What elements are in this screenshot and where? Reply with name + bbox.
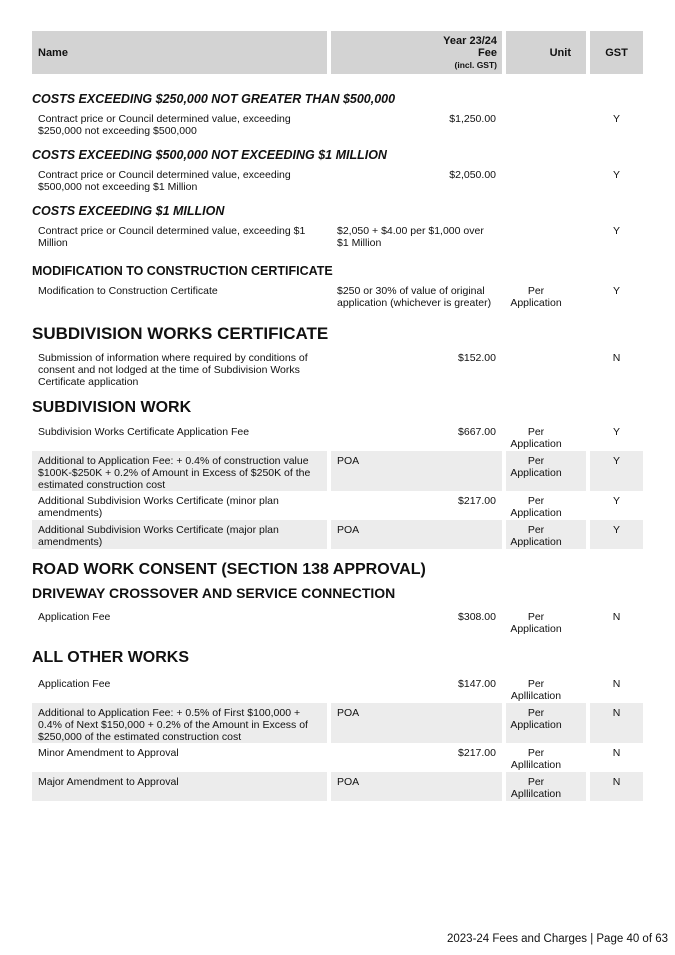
table-row <box>32 109 643 137</box>
row-gst: Y <box>612 495 620 507</box>
header-fee-label: Fee <box>478 47 497 59</box>
row-unit: Per Application <box>510 455 562 479</box>
row-name: Application Fee <box>38 678 111 690</box>
section-heading: DRIVEWAY CROSSOVER AND SERVICE CONNECTION <box>32 585 396 601</box>
header-unit-cell <box>506 31 586 74</box>
section-heading: MODIFICATION TO CONSTRUCTION CERTIFICATE <box>32 264 333 278</box>
row-fee: $152.00 <box>458 352 496 364</box>
row-gst: Y <box>612 113 620 125</box>
table-row <box>32 743 643 772</box>
page-footer: 2023-24 Fees and Charges | Page 40 of 63 <box>447 933 669 945</box>
table-row <box>32 674 643 703</box>
section-heading: COSTS EXCEEDING $1 MILLION <box>32 204 225 218</box>
header-unit: Unit <box>549 47 571 59</box>
row-unit: Per Apllilcation <box>510 678 562 702</box>
row-name: Contract price or Council determined value, exceeding $1 Million <box>38 225 306 249</box>
row-fee: $217.00 <box>458 747 496 759</box>
section-heading: ROAD WORK CONSENT (SECTION 138 APPROVAL) <box>32 561 426 578</box>
row-unit: Per Application <box>510 285 562 309</box>
row-unit: Per Application <box>510 524 562 548</box>
table-row <box>32 491 643 520</box>
header-fee <box>443 35 497 71</box>
row-gst: Y <box>612 524 620 536</box>
row-fee: $2,050.00 <box>449 169 496 181</box>
header-gst-cell <box>590 31 643 74</box>
table-row <box>32 772 643 801</box>
row-fee: POA <box>337 524 360 536</box>
row-name: Additional to Application Fee: + 0.4% of construction value $100K-$250K + 0.2% of Amount in Excess of $250K of the estimated construction cost <box>38 455 311 491</box>
row-unit: Per Application <box>510 611 562 635</box>
section-heading: SUBDIVISION WORK <box>32 399 192 416</box>
row-name: Application Fee <box>38 611 111 623</box>
row-unit: Per Application <box>510 426 562 450</box>
header-fee-year: Year 23/24 <box>443 35 497 47</box>
row-gst: N <box>612 776 621 788</box>
fees-table <box>32 31 643 801</box>
table-row <box>32 281 643 309</box>
table-row <box>32 348 643 388</box>
header-fee-cell <box>331 31 502 74</box>
table-row <box>32 451 643 491</box>
row-unit: Per Apllilcation <box>510 776 562 800</box>
table-header <box>32 31 643 74</box>
row-gst: N <box>612 678 621 690</box>
row-name: Modification to Construction Certificate <box>38 285 218 297</box>
row-fee: $667.00 <box>458 426 496 438</box>
row-gst: N <box>612 707 621 719</box>
row-gst: N <box>612 747 621 759</box>
section-heading: COSTS EXCEEDING $250,000 NOT GREATER THAN $500,000 <box>32 92 396 106</box>
row-name: Submission of information where required by conditions of consent and not lodged at the time of Subdivision Works Certificate application <box>38 352 308 388</box>
row-name: Additional to Application Fee: + 0.5% of First $100,000 + 0.4% of Next $150,000 + 0.2% of the Amount in Excess of $250,000 of the estimated construction cost <box>38 707 308 743</box>
row-name: Major Amendment to Approval <box>38 776 179 788</box>
row-name: Subdivision Works Certificate Application Fee <box>38 426 250 438</box>
row-fee: $308.00 <box>458 611 496 623</box>
row-gst: N <box>612 611 621 623</box>
row-name: Contract price or Council determined value, exceeding $250,000 not exceeding $500,000 <box>38 113 291 137</box>
row-unit: Per Application <box>510 707 562 731</box>
row-unit: Per Apllilcation <box>510 747 562 771</box>
row-gst: N <box>612 352 621 364</box>
table-row <box>32 520 643 549</box>
table-row <box>32 165 643 193</box>
section-heading: ALL OTHER WORKS <box>32 649 190 666</box>
row-gst: Y <box>612 285 620 297</box>
row-fee: $250 or 30% of value of original application (whichever is greater) <box>337 285 492 309</box>
table-row <box>32 422 643 451</box>
row-name: Additional Subdivision Works Certificate (minor plan amendments) <box>38 495 279 519</box>
row-name: Minor Amendment to Approval <box>38 747 179 759</box>
header-fee-note: (incl. GST) <box>454 60 497 70</box>
row-fee: POA <box>337 455 360 467</box>
table-row <box>32 607 643 636</box>
row-gst: Y <box>612 426 620 438</box>
row-fee: POA <box>337 776 360 788</box>
row-fee: $147.00 <box>458 678 496 690</box>
section-heading: COSTS EXCEEDING $500,000 NOT EXCEEDING $1 MILLION <box>32 148 387 162</box>
row-unit: Per Application <box>510 495 562 519</box>
section-heading: SUBDIVISION WORKS CERTIFICATE <box>32 324 329 343</box>
row-gst: Y <box>612 455 620 467</box>
table-row <box>32 221 643 249</box>
row-fee: POA <box>337 707 360 719</box>
row-gst: Y <box>612 225 620 237</box>
header-name-cell <box>32 31 327 74</box>
header-name: Name <box>38 47 68 59</box>
row-fee: $217.00 <box>458 495 496 507</box>
row-name: Additional Subdivision Works Certificate (major plan amendments) <box>38 524 279 548</box>
table-row <box>32 703 643 743</box>
row-gst: Y <box>612 169 620 181</box>
row-fee: $1,250.00 <box>449 113 496 125</box>
row-name: Contract price or Council determined value, exceeding $500,000 not exceeding $1 Million <box>38 169 291 193</box>
header-gst: GST <box>605 47 628 59</box>
row-fee: $2,050 + $4.00 per $1,000 over $1 Million <box>337 225 484 249</box>
